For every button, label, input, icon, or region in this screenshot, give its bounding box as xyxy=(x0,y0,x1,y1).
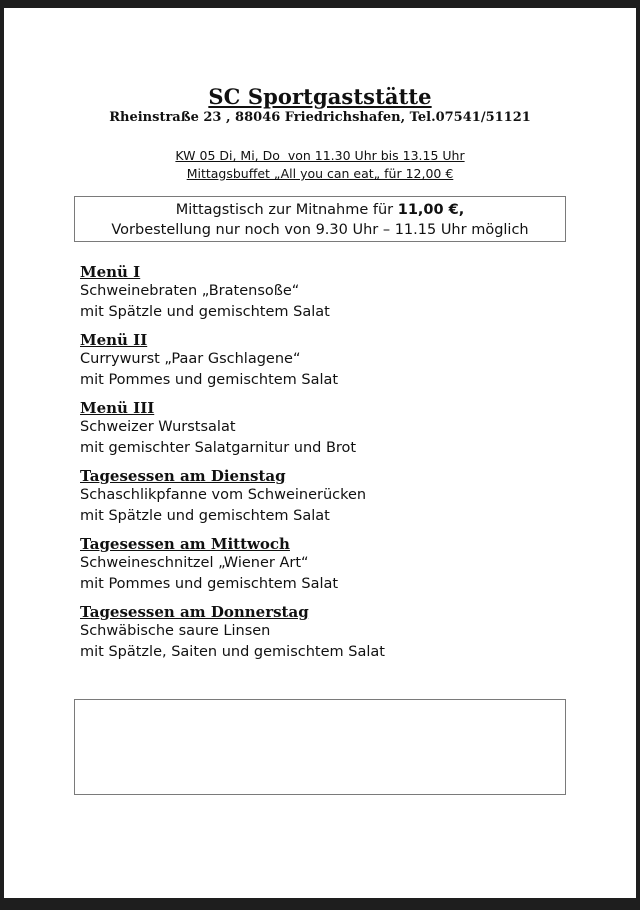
menu-side: mit Pommes und gemischtem Salat xyxy=(80,575,339,592)
menu-side: mit Pommes und gemischtem Salat xyxy=(80,371,339,388)
menu-item xyxy=(80,603,600,662)
menu-heading: Tagesessen am Donnerstag xyxy=(80,603,309,621)
opening-hours xyxy=(4,147,636,183)
menu-dish: Schweineschnitzel „Wiener Art“ xyxy=(80,555,309,571)
menu-side: mit Spätzle, Saiten und gemischtem Salat xyxy=(80,643,385,660)
takeaway-price-line xyxy=(75,200,565,220)
menu-dish: Schaschlikpfanne vom Schweinerücken xyxy=(80,487,367,503)
menu-heading: Tagesessen am Mittwoch xyxy=(80,535,290,553)
restaurant-address: Rheinstraße 23 , 88046 Friedrichshafen, Tel.07541/51121 xyxy=(109,110,531,125)
menu-item xyxy=(80,467,600,526)
menu-item xyxy=(80,263,600,322)
menu-heading: Menü I xyxy=(80,263,141,281)
hours-line: KW 05 Di, Mi, Do von 11.30 Uhr bis 13.15 Uhr xyxy=(175,148,465,163)
menu-heading: Tagesessen am Dienstag xyxy=(80,467,286,485)
preorder-line: Vorbestellung nur noch von 9.30 Uhr – 11.15 Uhr möglich xyxy=(111,222,529,238)
menu-heading: Menü II xyxy=(80,331,148,349)
menu-side: mit Spätzle und gemischtem Salat xyxy=(80,507,330,524)
menu-list xyxy=(80,263,600,671)
menu-item xyxy=(80,331,600,390)
menu-item xyxy=(80,399,600,458)
menu-dish: Schweinebraten „Bratensoße“ xyxy=(80,283,300,299)
menu-dish: Schweizer Wurstsalat xyxy=(80,419,236,435)
takeaway-price: 11,00 €, xyxy=(397,202,465,218)
menu-item xyxy=(80,535,600,594)
menu-heading: Menü III xyxy=(80,399,155,417)
menu-dish: Currywurst „Paar Gschlagene“ xyxy=(80,351,301,367)
menu-page xyxy=(4,8,636,898)
restaurant-title: SC Sportgaststätte xyxy=(208,84,432,109)
menu-dish: Schwäbische saure Linsen xyxy=(80,623,271,639)
empty-notes-box xyxy=(74,699,566,795)
buffet-line: Mittagsbuffet „All you can eat„ für 12,00 € xyxy=(186,166,454,181)
menu-side: mit Spätzle und gemischtem Salat xyxy=(80,303,330,320)
takeaway-label: Mittagstisch zur Mitnahme für xyxy=(175,202,398,218)
takeaway-notice xyxy=(74,196,566,242)
menu-side: mit gemischter Salatgarnitur und Brot xyxy=(80,439,357,456)
